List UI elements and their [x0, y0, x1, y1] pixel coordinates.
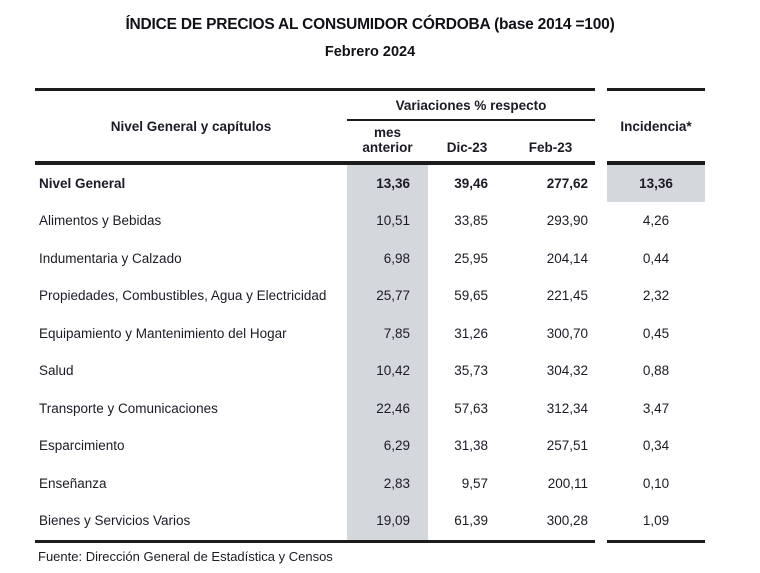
column-header-incidencia: Incidencia* [620, 118, 692, 134]
incidencia-column [607, 88, 705, 543]
cell-mes-anterior: 19,09 [347, 502, 428, 540]
cell-mes-anterior: 6,98 [347, 240, 428, 278]
incidencia-cell: 0,45 [642, 325, 670, 341]
table-body [35, 165, 595, 540]
cell-feb-23: 277,62 [546, 175, 588, 191]
incidencia-cell: 13,36 [607, 165, 705, 203]
table-row [35, 502, 595, 540]
table-row [35, 165, 595, 203]
cell-feb-23: 204,14 [546, 250, 588, 266]
cell-dic-23: 33,85 [454, 213, 488, 229]
table-row [35, 277, 595, 315]
cell-feb-23: 300,28 [546, 513, 588, 529]
cell-dic-23: 25,95 [454, 250, 488, 266]
incidencia-cell: 0,34 [642, 438, 670, 454]
row-label: Nivel General [39, 175, 126, 191]
incidencia-cell: 3,47 [642, 400, 670, 416]
cell-dic-23: 31,26 [454, 325, 488, 341]
cell-dic-23: 61,39 [454, 513, 488, 529]
table-header [35, 91, 595, 161]
table-row [35, 352, 595, 390]
cell-mes-anterior: 22,46 [347, 390, 428, 428]
cell-mes-anterior: 6,29 [347, 427, 428, 465]
cell-mes-anterior: 10,42 [347, 352, 428, 390]
cell-feb-23: 200,11 [547, 475, 588, 491]
cell-dic-23: 39,46 [454, 175, 488, 191]
cell-mes-anterior: 2,83 [347, 465, 428, 503]
table-row [35, 465, 595, 503]
cell-feb-23: 221,45 [546, 288, 588, 304]
row-label: Salud [39, 363, 74, 379]
cell-feb-23: 304,32 [546, 363, 588, 379]
page-subtitle: Febrero 2024 [324, 44, 416, 60]
column-header-dic-23: Dic-23 [446, 140, 488, 155]
cell-dic-23: 57,63 [454, 400, 488, 416]
cell-mes-anterior: 25,77 [347, 277, 428, 315]
row-label: Alimentos y Bebidas [39, 213, 162, 229]
incidencia-cell: 4,26 [642, 213, 670, 229]
sub-headers [347, 121, 595, 162]
table-row [35, 240, 595, 278]
row-label: Bienes y Servicios Varios [39, 513, 191, 529]
incidencia-cell: 0,10 [642, 475, 670, 491]
table-row [35, 390, 595, 428]
row-label: Equipamiento y Mantenimiento del Hogar [39, 325, 287, 341]
page-title: ÍNDICE DE PRECIOS AL CONSUMIDOR CÓRDOBA (base 2014 =100) [125, 16, 615, 33]
incidencia-cell: 0,88 [642, 363, 670, 379]
table-row [35, 427, 595, 465]
cell-feb-23: 300,70 [546, 325, 588, 341]
table-bottom-rule [35, 540, 595, 543]
cell-dic-23: 35,73 [454, 363, 488, 379]
cell-dic-23: 31,38 [454, 438, 488, 454]
column-header-feb-23: Feb-23 [528, 140, 573, 155]
incidencia-cell: 0,44 [642, 250, 670, 266]
row-label: Propiedades, Combustibles, Agua y Electricidad [39, 288, 327, 304]
incidencia-cell: 1,09 [642, 513, 670, 529]
row-label: Transporte y Comunicaciones [39, 400, 218, 416]
cell-feb-23: 312,34 [546, 400, 588, 416]
row-label: Esparcimiento [39, 438, 125, 454]
cell-dic-23: 9,57 [461, 475, 488, 491]
table-row [35, 315, 595, 353]
incidencia-cell: 2,32 [642, 288, 670, 304]
incidencia-bottom-rule [607, 540, 705, 543]
cell-feb-23: 257,51 [546, 438, 588, 454]
column-group-header-variations: Variaciones % respecto [395, 97, 547, 113]
row-label: Indumentaria y Calzado [39, 250, 182, 266]
source-note: Fuente: Dirección General de Estadística y Censos [38, 549, 333, 564]
cell-feb-23: 293,90 [546, 213, 588, 229]
title-block [35, 16, 705, 60]
cell-mes-anterior: 7,85 [347, 315, 428, 353]
cell-mes-anterior: 13,36 [347, 165, 428, 203]
row-label: Enseñanza [39, 475, 107, 491]
column-header-chapters: Nivel General y capítulos [110, 118, 272, 134]
column-header-mes-anterior: mes anterior [362, 125, 413, 155]
table-row [35, 202, 595, 240]
cell-mes-anterior: 10,51 [347, 202, 428, 240]
cell-dic-23: 59,65 [454, 288, 488, 304]
consumer-price-table [35, 88, 595, 543]
variations-header-group [347, 91, 595, 161]
